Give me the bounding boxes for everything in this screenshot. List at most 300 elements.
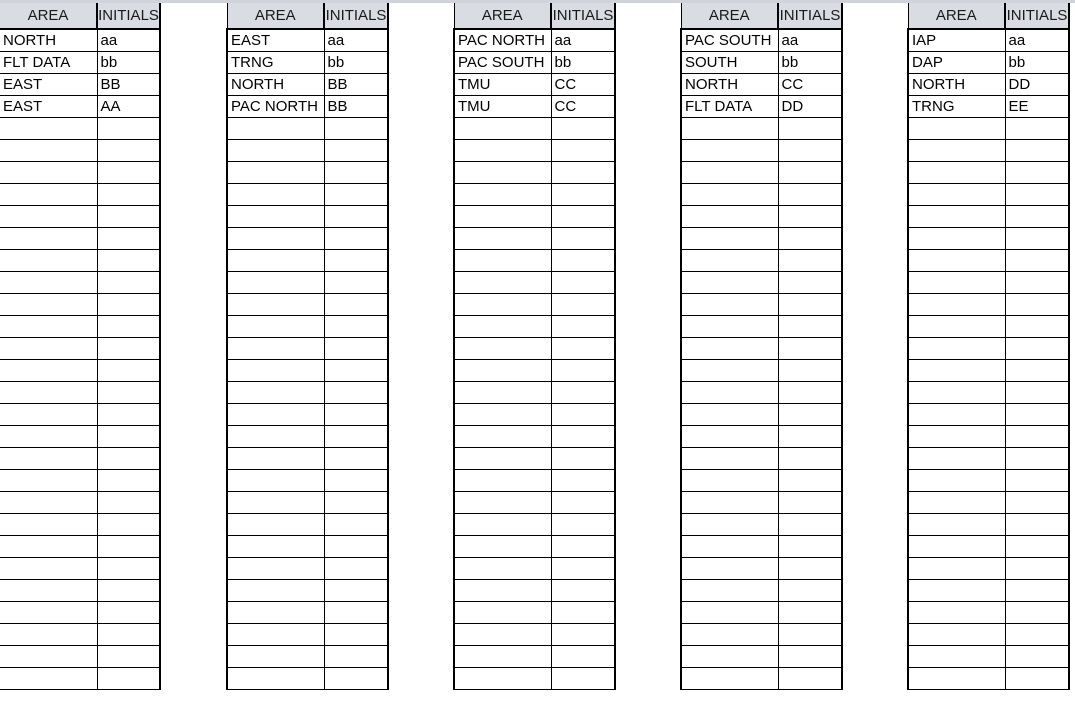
initials-cell[interactable] — [778, 513, 842, 535]
initials-cell[interactable] — [1005, 117, 1069, 139]
area-cell[interactable] — [227, 359, 324, 381]
initials-cell[interactable] — [324, 183, 388, 205]
initials-cell[interactable] — [97, 579, 160, 601]
area-cell[interactable] — [908, 117, 1005, 139]
area-column-header[interactable]: AREA — [227, 3, 324, 29]
initials-cell[interactable] — [778, 271, 842, 293]
area-cell[interactable] — [0, 293, 97, 315]
initials-cell[interactable] — [778, 623, 842, 645]
area-cell[interactable] — [454, 601, 551, 623]
area-cell[interactable]: PAC NORTH — [454, 29, 551, 51]
area-cell[interactable] — [0, 403, 97, 425]
area-cell[interactable] — [0, 271, 97, 293]
area-cell[interactable] — [681, 161, 778, 183]
initials-cell[interactable] — [551, 469, 615, 491]
area-cell[interactable] — [908, 469, 1005, 491]
area-cell[interactable] — [908, 623, 1005, 645]
area-cell[interactable] — [227, 271, 324, 293]
initials-cell[interactable] — [1005, 579, 1069, 601]
initials-cell[interactable] — [551, 337, 615, 359]
initials-cell[interactable]: bb — [97, 51, 160, 73]
initials-cell[interactable] — [97, 491, 160, 513]
area-cell[interactable] — [908, 513, 1005, 535]
area-cell[interactable]: TMU — [454, 73, 551, 95]
initials-cell[interactable] — [1005, 381, 1069, 403]
area-cell[interactable]: EAST — [0, 95, 97, 117]
area-cell[interactable]: PAC NORTH — [227, 95, 324, 117]
area-cell[interactable] — [0, 183, 97, 205]
initials-cell[interactable] — [778, 491, 842, 513]
initials-cell[interactable] — [324, 623, 388, 645]
area-cell[interactable]: PAC SOUTH — [681, 29, 778, 51]
initials-cell[interactable] — [324, 645, 388, 667]
initials-cell[interactable] — [324, 667, 388, 689]
initials-cell[interactable] — [778, 359, 842, 381]
initials-cell[interactable] — [324, 513, 388, 535]
area-cell[interactable] — [0, 579, 97, 601]
initials-cell[interactable]: CC — [551, 73, 615, 95]
area-cell[interactable] — [454, 139, 551, 161]
area-cell[interactable] — [454, 447, 551, 469]
area-cell[interactable] — [227, 117, 324, 139]
initials-cell[interactable] — [324, 403, 388, 425]
area-cell[interactable] — [908, 447, 1005, 469]
area-cell[interactable] — [227, 161, 324, 183]
area-cell[interactable]: PAC SOUTH — [454, 51, 551, 73]
area-cell[interactable] — [908, 227, 1005, 249]
area-cell[interactable] — [454, 513, 551, 535]
initials-cell[interactable]: DD — [1005, 73, 1069, 95]
area-cell[interactable] — [681, 293, 778, 315]
initials-cell[interactable]: CC — [778, 73, 842, 95]
area-cell[interactable] — [0, 491, 97, 513]
initials-cell[interactable] — [778, 183, 842, 205]
initials-cell[interactable] — [1005, 623, 1069, 645]
area-cell[interactable] — [681, 447, 778, 469]
area-cell[interactable] — [0, 117, 97, 139]
area-cell[interactable] — [0, 161, 97, 183]
initials-cell[interactable] — [551, 249, 615, 271]
initials-cell[interactable] — [778, 293, 842, 315]
initials-cell[interactable] — [97, 425, 160, 447]
initials-cell[interactable] — [1005, 447, 1069, 469]
area-cell[interactable] — [454, 183, 551, 205]
initials-cell[interactable] — [551, 667, 615, 689]
area-cell[interactable] — [454, 557, 551, 579]
area-cell[interactable] — [227, 469, 324, 491]
initials-cell[interactable] — [1005, 645, 1069, 667]
area-cell[interactable] — [681, 491, 778, 513]
area-cell[interactable] — [0, 513, 97, 535]
area-cell[interactable] — [681, 227, 778, 249]
area-cell[interactable] — [681, 579, 778, 601]
initials-cell[interactable] — [551, 535, 615, 557]
area-cell[interactable] — [0, 249, 97, 271]
area-cell[interactable] — [227, 601, 324, 623]
initials-cell[interactable] — [97, 403, 160, 425]
initials-cell[interactable] — [97, 557, 160, 579]
initials-cell[interactable]: bb — [1005, 51, 1069, 73]
initials-cell[interactable] — [778, 557, 842, 579]
initials-cell[interactable] — [324, 271, 388, 293]
initials-cell[interactable]: CC — [551, 95, 615, 117]
area-cell[interactable] — [227, 249, 324, 271]
initials-cell[interactable] — [778, 117, 842, 139]
initials-cell[interactable] — [324, 447, 388, 469]
initials-cell[interactable] — [97, 601, 160, 623]
area-cell[interactable] — [454, 315, 551, 337]
initials-cell[interactable] — [1005, 227, 1069, 249]
area-cell[interactable] — [0, 469, 97, 491]
area-cell[interactable] — [908, 601, 1005, 623]
area-cell[interactable] — [681, 205, 778, 227]
area-cell[interactable] — [908, 403, 1005, 425]
area-cell[interactable] — [454, 535, 551, 557]
initials-cell[interactable] — [551, 557, 615, 579]
area-cell[interactable] — [227, 513, 324, 535]
area-cell[interactable]: EAST — [227, 29, 324, 51]
area-cell[interactable] — [908, 139, 1005, 161]
initials-cell[interactable] — [324, 535, 388, 557]
initials-cell[interactable] — [551, 447, 615, 469]
area-cell[interactable] — [681, 403, 778, 425]
area-cell[interactable] — [227, 623, 324, 645]
area-cell[interactable] — [227, 227, 324, 249]
area-cell[interactable] — [0, 667, 97, 689]
area-cell[interactable] — [454, 161, 551, 183]
area-cell[interactable] — [454, 227, 551, 249]
initials-cell[interactable] — [778, 447, 842, 469]
initials-cell[interactable] — [778, 403, 842, 425]
initials-cell[interactable] — [551, 271, 615, 293]
initials-cell[interactable] — [324, 139, 388, 161]
initials-cell[interactable] — [324, 425, 388, 447]
initials-cell[interactable] — [1005, 315, 1069, 337]
initials-cell[interactable] — [97, 645, 160, 667]
initials-cell[interactable] — [551, 315, 615, 337]
initials-cell[interactable] — [97, 161, 160, 183]
initials-cell[interactable] — [1005, 249, 1069, 271]
area-cell[interactable] — [227, 293, 324, 315]
area-cell[interactable]: DAP — [908, 51, 1005, 73]
initials-cell[interactable] — [324, 579, 388, 601]
initials-cell[interactable] — [97, 315, 160, 337]
area-cell[interactable] — [0, 557, 97, 579]
area-cell[interactable] — [681, 667, 778, 689]
initials-cell[interactable] — [97, 117, 160, 139]
area-cell[interactable] — [454, 491, 551, 513]
initials-cell[interactable] — [97, 249, 160, 271]
area-cell[interactable] — [908, 359, 1005, 381]
initials-cell[interactable] — [1005, 557, 1069, 579]
area-cell[interactable] — [681, 271, 778, 293]
initials-cell[interactable] — [324, 601, 388, 623]
area-cell[interactable] — [454, 271, 551, 293]
initials-cell[interactable] — [1005, 337, 1069, 359]
initials-cell[interactable] — [778, 139, 842, 161]
area-cell[interactable] — [454, 359, 551, 381]
area-cell[interactable] — [681, 513, 778, 535]
area-cell[interactable] — [454, 117, 551, 139]
area-cell[interactable] — [454, 645, 551, 667]
initials-cell[interactable] — [778, 535, 842, 557]
area-cell[interactable] — [227, 403, 324, 425]
initials-cell[interactable] — [1005, 359, 1069, 381]
initials-cell[interactable]: aa — [778, 29, 842, 51]
area-cell[interactable] — [681, 557, 778, 579]
initials-cell[interactable] — [97, 381, 160, 403]
initials-cell[interactable] — [324, 315, 388, 337]
area-cell[interactable] — [227, 535, 324, 557]
area-cell[interactable] — [681, 623, 778, 645]
area-cell[interactable] — [0, 601, 97, 623]
initials-column-header[interactable]: INITIALS — [97, 3, 160, 29]
area-cell[interactable] — [0, 381, 97, 403]
initials-cell[interactable] — [97, 183, 160, 205]
area-cell[interactable]: TRNG — [908, 95, 1005, 117]
area-cell[interactable] — [227, 579, 324, 601]
initials-cell[interactable] — [324, 293, 388, 315]
initials-cell[interactable] — [97, 293, 160, 315]
area-cell[interactable] — [908, 491, 1005, 513]
initials-cell[interactable] — [1005, 535, 1069, 557]
initials-cell[interactable] — [324, 227, 388, 249]
area-cell[interactable] — [227, 183, 324, 205]
initials-cell[interactable] — [1005, 183, 1069, 205]
area-cell[interactable] — [908, 161, 1005, 183]
area-cell[interactable] — [0, 359, 97, 381]
initials-cell[interactable] — [551, 227, 615, 249]
initials-cell[interactable] — [778, 601, 842, 623]
initials-cell[interactable] — [97, 447, 160, 469]
initials-cell[interactable] — [1005, 601, 1069, 623]
initials-cell[interactable]: DD — [778, 95, 842, 117]
area-cell[interactable] — [0, 315, 97, 337]
area-cell[interactable] — [908, 667, 1005, 689]
initials-cell[interactable] — [1005, 513, 1069, 535]
area-cell[interactable] — [454, 205, 551, 227]
initials-cell[interactable]: aa — [97, 29, 160, 51]
initials-cell[interactable] — [97, 513, 160, 535]
initials-cell[interactable] — [324, 117, 388, 139]
initials-cell[interactable] — [324, 469, 388, 491]
initials-cell[interactable] — [1005, 271, 1069, 293]
area-cell[interactable] — [0, 205, 97, 227]
area-cell[interactable] — [908, 557, 1005, 579]
area-cell[interactable] — [908, 645, 1005, 667]
initials-column-header[interactable]: INITIALS — [778, 3, 842, 29]
initials-cell[interactable] — [1005, 403, 1069, 425]
initials-cell[interactable] — [551, 425, 615, 447]
initials-cell[interactable] — [551, 579, 615, 601]
initials-cell[interactable] — [1005, 293, 1069, 315]
initials-cell[interactable] — [551, 513, 615, 535]
initials-cell[interactable] — [778, 227, 842, 249]
area-cell[interactable] — [908, 381, 1005, 403]
area-cell[interactable]: TMU — [454, 95, 551, 117]
initials-cell[interactable] — [551, 139, 615, 161]
area-cell[interactable] — [227, 315, 324, 337]
initials-cell[interactable] — [778, 645, 842, 667]
initials-cell[interactable] — [1005, 161, 1069, 183]
area-cell[interactable] — [454, 293, 551, 315]
initials-cell[interactable] — [97, 139, 160, 161]
area-column-header[interactable]: AREA — [681, 3, 778, 29]
initials-cell[interactable] — [778, 337, 842, 359]
initials-cell[interactable] — [551, 183, 615, 205]
area-cell[interactable]: NORTH — [0, 29, 97, 51]
area-cell[interactable] — [227, 425, 324, 447]
initials-cell[interactable] — [551, 161, 615, 183]
initials-cell[interactable] — [1005, 139, 1069, 161]
area-cell[interactable] — [681, 535, 778, 557]
initials-cell[interactable] — [778, 161, 842, 183]
area-cell[interactable] — [681, 117, 778, 139]
area-cell[interactable]: NORTH — [908, 73, 1005, 95]
area-cell[interactable] — [908, 249, 1005, 271]
initials-cell[interactable] — [551, 403, 615, 425]
area-cell[interactable] — [0, 227, 97, 249]
area-cell[interactable] — [454, 425, 551, 447]
area-cell[interactable] — [908, 315, 1005, 337]
area-cell[interactable] — [681, 645, 778, 667]
area-cell[interactable] — [681, 359, 778, 381]
area-cell[interactable] — [0, 447, 97, 469]
area-cell[interactable] — [454, 381, 551, 403]
area-cell[interactable]: EAST — [0, 73, 97, 95]
area-cell[interactable] — [227, 205, 324, 227]
area-cell[interactable] — [227, 381, 324, 403]
area-cell[interactable] — [908, 293, 1005, 315]
initials-cell[interactable]: BB — [97, 73, 160, 95]
area-cell[interactable] — [454, 579, 551, 601]
initials-cell[interactable] — [97, 227, 160, 249]
initials-cell[interactable] — [97, 337, 160, 359]
initials-cell[interactable] — [551, 381, 615, 403]
area-cell[interactable] — [227, 139, 324, 161]
area-cell[interactable]: SOUTH — [681, 51, 778, 73]
area-cell[interactable] — [0, 623, 97, 645]
initials-cell[interactable] — [1005, 205, 1069, 227]
area-cell[interactable]: NORTH — [227, 73, 324, 95]
initials-column-header[interactable]: INITIALS — [1005, 3, 1069, 29]
initials-cell[interactable] — [778, 205, 842, 227]
area-cell[interactable] — [454, 667, 551, 689]
initials-cell[interactable] — [778, 425, 842, 447]
initials-cell[interactable] — [1005, 425, 1069, 447]
area-cell[interactable] — [908, 205, 1005, 227]
area-cell[interactable] — [454, 337, 551, 359]
initials-cell[interactable]: bb — [324, 51, 388, 73]
initials-cell[interactable] — [551, 601, 615, 623]
initials-cell[interactable] — [97, 271, 160, 293]
initials-cell[interactable] — [778, 315, 842, 337]
initials-cell[interactable] — [551, 293, 615, 315]
area-cell[interactable] — [454, 403, 551, 425]
initials-cell[interactable] — [97, 469, 160, 491]
area-cell[interactable] — [908, 183, 1005, 205]
area-cell[interactable] — [681, 425, 778, 447]
initials-cell[interactable] — [324, 359, 388, 381]
area-cell[interactable] — [227, 491, 324, 513]
initials-cell[interactable] — [97, 205, 160, 227]
area-column-header[interactable]: AREA — [0, 3, 97, 29]
initials-cell[interactable]: AA — [97, 95, 160, 117]
initials-cell[interactable] — [97, 359, 160, 381]
area-cell[interactable] — [0, 645, 97, 667]
initials-cell[interactable]: aa — [551, 29, 615, 51]
area-cell[interactable] — [227, 667, 324, 689]
initials-cell[interactable] — [324, 205, 388, 227]
initials-cell[interactable] — [1005, 491, 1069, 513]
initials-cell[interactable] — [324, 249, 388, 271]
initials-cell[interactable] — [324, 337, 388, 359]
area-cell[interactable] — [0, 139, 97, 161]
initials-cell[interactable] — [551, 645, 615, 667]
area-cell[interactable] — [681, 337, 778, 359]
area-cell[interactable]: NORTH — [681, 73, 778, 95]
area-column-header[interactable]: AREA — [908, 3, 1005, 29]
initials-cell[interactable] — [778, 469, 842, 491]
initials-cell[interactable] — [778, 667, 842, 689]
initials-cell[interactable] — [778, 381, 842, 403]
initials-column-header[interactable]: INITIALS — [324, 3, 388, 29]
initials-cell[interactable]: bb — [551, 51, 615, 73]
area-cell[interactable] — [227, 337, 324, 359]
initials-cell[interactable] — [551, 623, 615, 645]
initials-cell[interactable] — [551, 117, 615, 139]
initials-cell[interactable] — [97, 623, 160, 645]
area-cell[interactable]: TRNG — [227, 51, 324, 73]
area-cell[interactable] — [681, 381, 778, 403]
initials-cell[interactable] — [1005, 469, 1069, 491]
initials-cell[interactable] — [778, 249, 842, 271]
area-cell[interactable]: FLT DATA — [0, 51, 97, 73]
area-cell[interactable] — [908, 271, 1005, 293]
initials-cell[interactable] — [324, 557, 388, 579]
initials-cell[interactable] — [324, 381, 388, 403]
initials-cell[interactable]: BB — [324, 95, 388, 117]
area-cell[interactable] — [0, 535, 97, 557]
initials-cell[interactable] — [97, 667, 160, 689]
area-cell[interactable] — [227, 447, 324, 469]
area-cell[interactable] — [681, 139, 778, 161]
area-cell[interactable] — [227, 645, 324, 667]
initials-cell[interactable] — [778, 579, 842, 601]
area-cell[interactable] — [454, 623, 551, 645]
area-cell[interactable] — [0, 337, 97, 359]
area-cell[interactable] — [454, 249, 551, 271]
area-cell[interactable]: FLT DATA — [681, 95, 778, 117]
area-cell[interactable] — [908, 535, 1005, 557]
initials-cell[interactable] — [324, 491, 388, 513]
area-cell[interactable] — [454, 469, 551, 491]
initials-cell[interactable] — [1005, 667, 1069, 689]
initials-cell[interactable]: aa — [1005, 29, 1069, 51]
initials-cell[interactable]: EE — [1005, 95, 1069, 117]
initials-cell[interactable] — [551, 359, 615, 381]
initials-cell[interactable] — [324, 161, 388, 183]
area-cell[interactable] — [681, 315, 778, 337]
area-cell[interactable] — [908, 337, 1005, 359]
initials-cell[interactable] — [97, 535, 160, 557]
initials-cell[interactable]: aa — [324, 29, 388, 51]
area-cell[interactable] — [908, 425, 1005, 447]
initials-column-header[interactable]: INITIALS — [551, 3, 615, 29]
area-cell[interactable] — [227, 557, 324, 579]
area-cell[interactable] — [0, 425, 97, 447]
initials-cell[interactable]: BB — [324, 73, 388, 95]
